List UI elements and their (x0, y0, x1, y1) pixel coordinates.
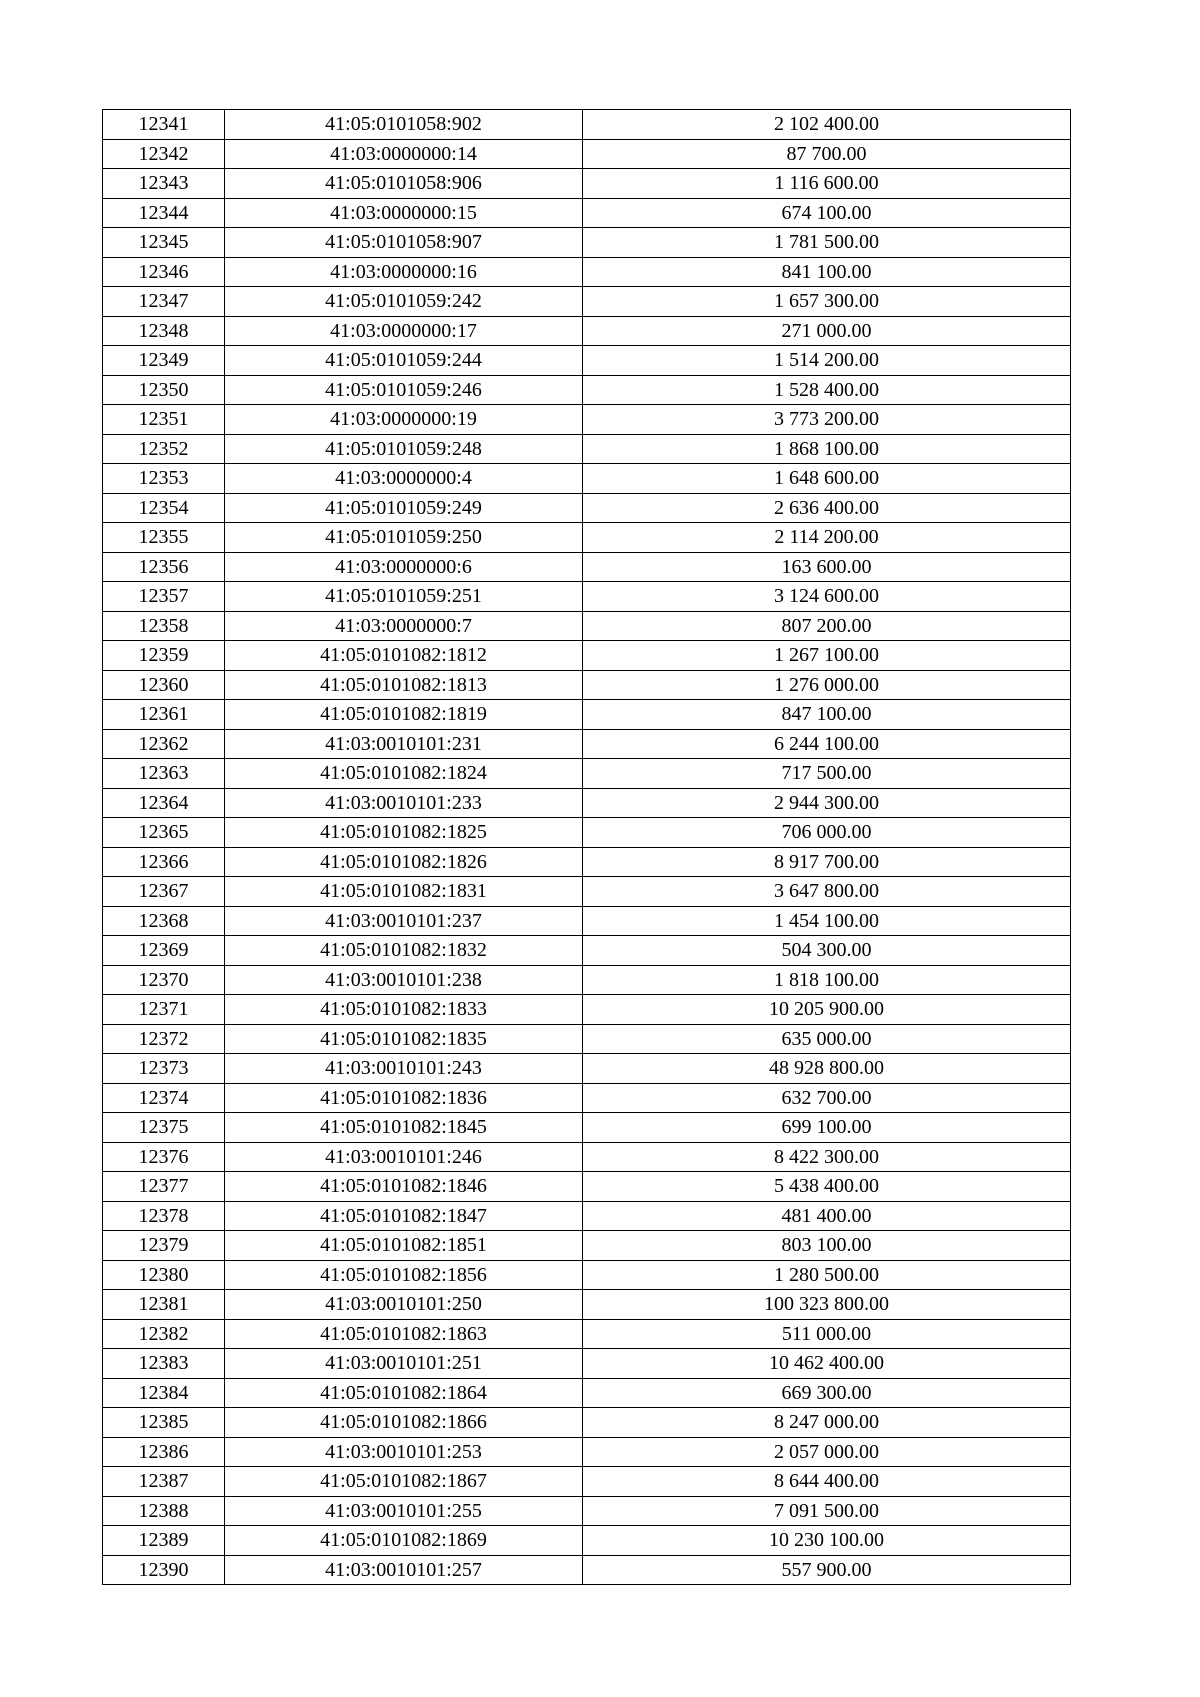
row-number-cell: 12369 (103, 936, 225, 966)
cadastral-number-cell: 41:05:0101082:1835 (225, 1024, 583, 1054)
cadastral-number-cell: 41:05:0101082:1836 (225, 1083, 583, 1113)
row-number-cell: 12350 (103, 375, 225, 405)
cadastral-number-cell: 41:03:0010101:246 (225, 1142, 583, 1172)
table-row (103, 995, 1071, 1025)
cadastral-number-cell: 41:05:0101059:248 (225, 434, 583, 464)
cadastral-number-cell: 41:05:0101059:246 (225, 375, 583, 405)
cadastral-value-cell: 2 114 200.00 (583, 523, 1071, 553)
row-number-cell: 12390 (103, 1555, 225, 1585)
table-row (103, 582, 1071, 612)
table-row (103, 434, 1071, 464)
row-number-cell: 12384 (103, 1378, 225, 1408)
table-row (103, 1467, 1071, 1497)
cadastral-value-cell: 2 057 000.00 (583, 1437, 1071, 1467)
cadastral-value-cell: 1 648 600.00 (583, 464, 1071, 494)
table-row (103, 523, 1071, 553)
cadastral-number-cell: 41:05:0101082:1866 (225, 1408, 583, 1438)
cadastral-number-cell: 41:05:0101059:244 (225, 346, 583, 376)
cadastral-number-cell: 41:05:0101059:242 (225, 287, 583, 317)
cadastral-value-cell: 841 100.00 (583, 257, 1071, 287)
cadastral-number-cell: 41:05:0101082:1826 (225, 847, 583, 877)
cadastral-number-cell: 41:05:0101058:906 (225, 169, 583, 199)
cadastral-value-cell: 2 102 400.00 (583, 110, 1071, 140)
cadastral-number-cell: 41:05:0101082:1846 (225, 1172, 583, 1202)
table-row (103, 316, 1071, 346)
table-row (103, 346, 1071, 376)
table-row (103, 936, 1071, 966)
cadastral-value-cell: 511 000.00 (583, 1319, 1071, 1349)
table-row (103, 729, 1071, 759)
table-row (103, 493, 1071, 523)
row-number-cell: 12346 (103, 257, 225, 287)
row-number-cell: 12382 (103, 1319, 225, 1349)
cadastral-value-cell: 504 300.00 (583, 936, 1071, 966)
cadastral-number-cell: 41:03:0010101:238 (225, 965, 583, 995)
row-number-cell: 12380 (103, 1260, 225, 1290)
cadastral-value-cell: 1 868 100.00 (583, 434, 1071, 464)
cadastral-value-cell: 8 247 000.00 (583, 1408, 1071, 1438)
cadastral-value-cell: 271 000.00 (583, 316, 1071, 346)
cadastral-value-cell: 3 647 800.00 (583, 877, 1071, 907)
cadastral-value-cell: 1 528 400.00 (583, 375, 1071, 405)
row-number-cell: 12349 (103, 346, 225, 376)
row-number-cell: 12371 (103, 995, 225, 1025)
cadastral-value-cell: 163 600.00 (583, 552, 1071, 582)
row-number-cell: 12376 (103, 1142, 225, 1172)
row-number-cell: 12383 (103, 1349, 225, 1379)
table-row (103, 1142, 1071, 1172)
cadastral-number-cell: 41:03:0000000:15 (225, 198, 583, 228)
cadastral-value-cell: 1 657 300.00 (583, 287, 1071, 317)
cadastral-value-cell: 803 100.00 (583, 1231, 1071, 1261)
table-row (103, 1319, 1071, 1349)
row-number-cell: 12389 (103, 1526, 225, 1556)
table-row (103, 1555, 1071, 1585)
row-number-cell: 12365 (103, 818, 225, 848)
cadastral-number-cell: 41:05:0101059:251 (225, 582, 583, 612)
row-number-cell: 12354 (103, 493, 225, 523)
cadastral-number-cell: 41:03:0000000:6 (225, 552, 583, 582)
cadastral-number-cell: 41:03:0010101:243 (225, 1054, 583, 1084)
cadastral-number-cell: 41:03:0010101:251 (225, 1349, 583, 1379)
cadastral-number-cell: 41:03:0000000:17 (225, 316, 583, 346)
cadastral-number-cell: 41:05:0101082:1824 (225, 759, 583, 789)
row-number-cell: 12367 (103, 877, 225, 907)
cadastral-number-cell: 41:05:0101082:1845 (225, 1113, 583, 1143)
table-row (103, 257, 1071, 287)
table-row (103, 759, 1071, 789)
cadastral-number-cell: 41:03:0000000:14 (225, 139, 583, 169)
cadastral-value-cell: 8 644 400.00 (583, 1467, 1071, 1497)
cadastral-value-cell: 1 267 100.00 (583, 641, 1071, 671)
row-number-cell: 12348 (103, 316, 225, 346)
table-row (103, 169, 1071, 199)
row-number-cell: 12375 (103, 1113, 225, 1143)
cadastral-value-cell: 8 917 700.00 (583, 847, 1071, 877)
cadastral-number-cell: 41:03:0010101:233 (225, 788, 583, 818)
table-row (103, 405, 1071, 435)
cadastral-number-cell: 41:05:0101082:1869 (225, 1526, 583, 1556)
cadastral-value-cell: 7 091 500.00 (583, 1496, 1071, 1526)
table-row (103, 1054, 1071, 1084)
cadastral-number-cell: 41:05:0101058:902 (225, 110, 583, 140)
cadastral-number-cell: 41:05:0101059:250 (225, 523, 583, 553)
table-row (103, 1408, 1071, 1438)
table-row (103, 552, 1071, 582)
table-row (103, 1024, 1071, 1054)
table-row (103, 287, 1071, 317)
row-number-cell: 12361 (103, 700, 225, 730)
cadastral-number-cell: 41:03:0000000:4 (225, 464, 583, 494)
table-row (103, 110, 1071, 140)
row-number-cell: 12352 (103, 434, 225, 464)
cadastral-value-cell: 1 818 100.00 (583, 965, 1071, 995)
cadastral-number-cell: 41:03:0010101:253 (225, 1437, 583, 1467)
cadastral-value-cell: 1 454 100.00 (583, 906, 1071, 936)
cadastral-value-cell: 3 773 200.00 (583, 405, 1071, 435)
table-row (103, 139, 1071, 169)
cadastral-value-cell: 2 944 300.00 (583, 788, 1071, 818)
row-number-cell: 12364 (103, 788, 225, 818)
cadastral-value-cell: 48 928 800.00 (583, 1054, 1071, 1084)
cadastral-number-cell: 41:05:0101082:1819 (225, 700, 583, 730)
row-number-cell: 12360 (103, 670, 225, 700)
cadastral-value-cell: 100 323 800.00 (583, 1290, 1071, 1320)
row-number-cell: 12385 (103, 1408, 225, 1438)
cadastral-number-cell: 41:05:0101082:1847 (225, 1201, 583, 1231)
table-row (103, 641, 1071, 671)
row-number-cell: 12378 (103, 1201, 225, 1231)
row-number-cell: 12386 (103, 1437, 225, 1467)
cadastral-value-cell: 1 116 600.00 (583, 169, 1071, 199)
table-row (103, 375, 1071, 405)
cadastral-value-cell: 87 700.00 (583, 139, 1071, 169)
cadastral-number-cell: 41:05:0101082:1863 (225, 1319, 583, 1349)
row-number-cell: 12381 (103, 1290, 225, 1320)
cadastral-value-cell: 674 100.00 (583, 198, 1071, 228)
table-body (103, 110, 1071, 1585)
row-number-cell: 12353 (103, 464, 225, 494)
cadastral-number-cell: 41:05:0101082:1825 (225, 818, 583, 848)
table-row (103, 1172, 1071, 1202)
table-row (103, 1231, 1071, 1261)
cadastral-number-cell: 41:05:0101082:1851 (225, 1231, 583, 1261)
row-number-cell: 12366 (103, 847, 225, 877)
row-number-cell: 12363 (103, 759, 225, 789)
cadastral-value-cell: 669 300.00 (583, 1378, 1071, 1408)
cadastral-number-cell: 41:05:0101082:1864 (225, 1378, 583, 1408)
cadastral-number-cell: 41:05:0101082:1812 (225, 641, 583, 671)
cadastral-value-cell: 1 280 500.00 (583, 1260, 1071, 1290)
cadastral-number-cell: 41:03:0010101:255 (225, 1496, 583, 1526)
cadastral-value-cell: 10 230 100.00 (583, 1526, 1071, 1556)
cadastral-number-cell: 41:03:0000000:7 (225, 611, 583, 641)
table-row (103, 611, 1071, 641)
row-number-cell: 12341 (103, 110, 225, 140)
row-number-cell: 12387 (103, 1467, 225, 1497)
cadastral-number-cell: 41:05:0101082:1856 (225, 1260, 583, 1290)
row-number-cell: 12370 (103, 965, 225, 995)
cadastral-number-cell: 41:03:0000000:16 (225, 257, 583, 287)
cadastral-value-cell: 1 276 000.00 (583, 670, 1071, 700)
cadastral-value-cell: 557 900.00 (583, 1555, 1071, 1585)
cadastral-value-table (102, 109, 1071, 1585)
cadastral-value-cell: 6 244 100.00 (583, 729, 1071, 759)
table-row (103, 1113, 1071, 1143)
row-number-cell: 12357 (103, 582, 225, 612)
cadastral-value-cell: 1 781 500.00 (583, 228, 1071, 258)
table-row (103, 1496, 1071, 1526)
table-row (103, 1526, 1071, 1556)
table-row (103, 788, 1071, 818)
row-number-cell: 12347 (103, 287, 225, 317)
cadastral-number-cell: 41:03:0010101:237 (225, 906, 583, 936)
cadastral-number-cell: 41:05:0101082:1832 (225, 936, 583, 966)
table-row (103, 965, 1071, 995)
cadastral-number-cell: 41:05:0101058:907 (225, 228, 583, 258)
row-number-cell: 12355 (103, 523, 225, 553)
cadastral-number-cell: 41:03:0010101:257 (225, 1555, 583, 1585)
table-row (103, 670, 1071, 700)
row-number-cell: 12345 (103, 228, 225, 258)
table-row (103, 1290, 1071, 1320)
row-number-cell: 12351 (103, 405, 225, 435)
table-row (103, 198, 1071, 228)
cadastral-value-cell: 1 514 200.00 (583, 346, 1071, 376)
cadastral-number-cell: 41:05:0101082:1867 (225, 1467, 583, 1497)
row-number-cell: 12358 (103, 611, 225, 641)
table-row (103, 847, 1071, 877)
cadastral-number-cell: 41:05:0101059:249 (225, 493, 583, 523)
cadastral-number-cell: 41:03:0000000:19 (225, 405, 583, 435)
cadastral-value-cell: 10 462 400.00 (583, 1349, 1071, 1379)
table-row (103, 228, 1071, 258)
cadastral-number-cell: 41:05:0101082:1813 (225, 670, 583, 700)
row-number-cell: 12379 (103, 1231, 225, 1261)
cadastral-value-cell: 706 000.00 (583, 818, 1071, 848)
row-number-cell: 12362 (103, 729, 225, 759)
row-number-cell: 12377 (103, 1172, 225, 1202)
cadastral-number-cell: 41:05:0101082:1831 (225, 877, 583, 907)
table-row (103, 1378, 1071, 1408)
row-number-cell: 12388 (103, 1496, 225, 1526)
cadastral-value-cell: 632 700.00 (583, 1083, 1071, 1113)
table-row (103, 818, 1071, 848)
cadastral-value-cell: 10 205 900.00 (583, 995, 1071, 1025)
cadastral-value-cell: 699 100.00 (583, 1113, 1071, 1143)
table-row (103, 1437, 1071, 1467)
cadastral-value-cell: 8 422 300.00 (583, 1142, 1071, 1172)
cadastral-number-cell: 41:03:0010101:231 (225, 729, 583, 759)
cadastral-value-cell: 807 200.00 (583, 611, 1071, 641)
cadastral-value-cell: 847 100.00 (583, 700, 1071, 730)
row-number-cell: 12372 (103, 1024, 225, 1054)
cadastral-value-cell: 2 636 400.00 (583, 493, 1071, 523)
row-number-cell: 12368 (103, 906, 225, 936)
row-number-cell: 12359 (103, 641, 225, 671)
row-number-cell: 12356 (103, 552, 225, 582)
cadastral-value-cell: 635 000.00 (583, 1024, 1071, 1054)
row-number-cell: 12374 (103, 1083, 225, 1113)
cadastral-number-cell: 41:03:0010101:250 (225, 1290, 583, 1320)
row-number-cell: 12343 (103, 169, 225, 199)
table-row (103, 1260, 1071, 1290)
row-number-cell: 12373 (103, 1054, 225, 1084)
cadastral-value-cell: 717 500.00 (583, 759, 1071, 789)
table-row (103, 906, 1071, 936)
cadastral-value-cell: 481 400.00 (583, 1201, 1071, 1231)
cadastral-number-cell: 41:05:0101082:1833 (225, 995, 583, 1025)
cadastral-value-cell: 3 124 600.00 (583, 582, 1071, 612)
table-row (103, 700, 1071, 730)
table-row (103, 1083, 1071, 1113)
table-row (103, 1201, 1071, 1231)
row-number-cell: 12342 (103, 139, 225, 169)
table-row (103, 877, 1071, 907)
table-row (103, 464, 1071, 494)
cadastral-value-cell: 5 438 400.00 (583, 1172, 1071, 1202)
row-number-cell: 12344 (103, 198, 225, 228)
table-row (103, 1349, 1071, 1379)
